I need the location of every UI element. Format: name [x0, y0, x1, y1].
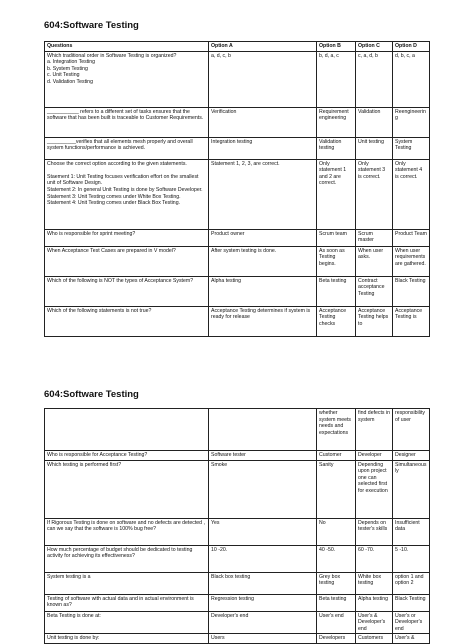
- table-row: [45, 306, 430, 336]
- header-option-a: Option A: [209, 42, 317, 52]
- question-cell: [45, 611, 209, 634]
- option-d-cell: option 1 and option 2: [393, 572, 430, 594]
- questions-table-1: [44, 41, 430, 337]
- question-cell: [45, 545, 209, 572]
- table-body-2: [45, 409, 430, 644]
- table-row: [45, 460, 430, 518]
- question-cell: [45, 594, 209, 611]
- option-c-cell: c, a, d, b: [356, 51, 393, 107]
- option-b-cell: Grey box testing: [317, 572, 356, 594]
- option-a-cell: Users: [209, 634, 317, 644]
- question-line: Staement 1: Unit Testing focuses verification effort on the smallest unit of Software Design.: [47, 173, 199, 187]
- option-c-cell: White box testing: [356, 572, 393, 594]
- option-b-cell: whether system meets needs and expectations: [317, 409, 356, 451]
- question-line: __________verifies that all elements mesh properly and overall system functions/performance is achieved.: [47, 138, 193, 152]
- table-row: [45, 518, 430, 545]
- option-d-cell: responsibility of user: [393, 409, 430, 451]
- question-cell: [45, 276, 209, 306]
- option-c-cell: When user asks.: [356, 246, 393, 276]
- header-option-d: Option D: [393, 42, 430, 52]
- option-b-cell: As soon as Testing begins.: [317, 246, 356, 276]
- option-a-cell: Integration testing: [209, 137, 317, 159]
- question-line: Which of the following is NOT the types of Acceptance System?: [47, 277, 194, 284]
- question-line: Choose the correct option according to the given statements.: [47, 160, 187, 167]
- question-cell: [45, 159, 209, 229]
- option-b-cell: b, d, a, c: [317, 51, 356, 107]
- page-title: 604:Software Testing: [44, 20, 139, 31]
- option-b-cell: Scrum team: [317, 229, 356, 246]
- question-line: [47, 410, 206, 417]
- header-option-b: Option B: [317, 42, 356, 52]
- question-line: Which traditional order in Software Testing is organized?: [47, 52, 177, 59]
- option-d-cell: d, b, c, a: [393, 51, 430, 107]
- option-d-cell: Product Team: [393, 229, 430, 246]
- question-cell: [45, 51, 209, 107]
- option-b-cell: Sanity: [317, 460, 356, 518]
- question-cell: [45, 518, 209, 545]
- table-row: [45, 137, 430, 159]
- question-cell: [45, 137, 209, 159]
- option-a-cell: Developer's end: [209, 611, 317, 634]
- option-a-cell: Software tester: [209, 451, 317, 461]
- table-row: [45, 611, 430, 634]
- question-line: [47, 167, 206, 174]
- question-line: Who is responsible for Acceptance Testing?: [47, 452, 148, 458]
- question-line: a. Integration Testing: [47, 59, 96, 66]
- questions-table-2: [44, 408, 430, 644]
- table-row: [45, 594, 430, 611]
- option-d-cell: Acceptance Testing is: [393, 306, 430, 336]
- option-a-cell: 10 -20.: [209, 545, 317, 572]
- question-cell: [45, 229, 209, 246]
- option-c-cell: Depending upon project one can selected first for execution: [356, 460, 393, 518]
- page-title-2: 604:Software Testing: [44, 389, 139, 400]
- option-a-cell: Verification: [209, 107, 317, 137]
- table-row: [45, 409, 430, 451]
- option-c-cell: Alpha testing: [356, 594, 393, 611]
- option-d-cell: Only statement 4 is correct.: [393, 159, 430, 229]
- question-line: d. Validation Testing: [47, 78, 93, 85]
- option-c-cell: Depends on tester's skills: [356, 518, 393, 545]
- option-d-cell: 5 -10.: [393, 545, 430, 572]
- table-row: [45, 545, 430, 572]
- option-b-cell: Developers: [317, 634, 356, 644]
- option-a-cell: Product owner: [209, 229, 317, 246]
- option-c-cell: Acceptance Testing helps to: [356, 306, 393, 336]
- question-line: Which of the following statements is not true?: [47, 307, 152, 314]
- question-cell: [45, 572, 209, 594]
- table-body-1: [45, 51, 430, 336]
- question-line: Testing of software with actual data and in actual environment is known as?: [47, 595, 194, 609]
- question-line: b. System Testing: [47, 65, 88, 72]
- question-line: Statement 2: In general Unit Testing is done by Software Developer.: [47, 186, 203, 193]
- table-header-row: [45, 42, 430, 52]
- option-a-cell: [209, 409, 317, 451]
- question-cell: [45, 306, 209, 336]
- question-cell: [45, 460, 209, 518]
- table-row: [45, 246, 430, 276]
- option-c-cell: Developer: [356, 451, 393, 461]
- table-row: [45, 276, 430, 306]
- header-questions: Questions: [45, 42, 209, 52]
- option-c-cell: Customers: [356, 634, 393, 644]
- question-line: If Rigorous Testing is done on software and no defects are detected , can we say that the software is 100% bug free?: [47, 519, 205, 533]
- table-row: [45, 51, 430, 107]
- option-c-cell: Contract acceptance Testing: [356, 276, 393, 306]
- question-line: Who is responsible for sprint meeting?: [47, 230, 136, 237]
- question-cell: [45, 107, 209, 137]
- option-a-cell: After system testing is done.: [209, 246, 317, 276]
- question-line: ___________ refers to a different set of tasks ensures that the software that has been built is traceable to Customer Requirements.: [47, 108, 204, 122]
- question-line: System testing is a: [47, 573, 91, 580]
- option-b-cell: Validation testing: [317, 137, 356, 159]
- question-line: c. Unit Testing: [47, 72, 80, 79]
- option-c-cell: Scrum master: [356, 229, 393, 246]
- option-d-cell: Black Testing: [393, 276, 430, 306]
- option-c-cell: Unit testing: [356, 137, 393, 159]
- option-b-cell: Requirement engineering: [317, 107, 356, 137]
- option-a-cell: Yes: [209, 518, 317, 545]
- option-c-cell: 60 -70.: [356, 545, 393, 572]
- option-d-cell: User's &: [393, 634, 430, 644]
- option-c-cell: User's & Developer's end: [356, 611, 393, 634]
- table-row: [45, 229, 430, 246]
- question-line: How much percentage of budget should be dedicated to testing activity for achieving its effectiveness?: [47, 546, 193, 560]
- option-b-cell: User's end: [317, 611, 356, 634]
- option-c-cell: find defects in system: [356, 409, 393, 451]
- table-row: [45, 572, 430, 594]
- option-b-cell: Customer: [317, 451, 356, 461]
- table-row: [45, 451, 430, 461]
- option-b-cell: Only statement 1 and 2 are correct.: [317, 159, 356, 229]
- option-d-cell: Insufficient data: [393, 518, 430, 545]
- option-d-cell: Reengineering: [393, 107, 430, 137]
- question-cell: [45, 451, 209, 461]
- option-b-cell: No: [317, 518, 356, 545]
- option-a-cell: Alpha testing: [209, 276, 317, 306]
- option-d-cell: User's or Developer's end: [393, 611, 430, 634]
- option-b-cell: Acceptance Testing checks: [317, 306, 356, 336]
- option-a-cell: a, d, c, b: [209, 51, 317, 107]
- option-a-cell: Statement 1, 2, 3, are correct.: [209, 159, 317, 229]
- option-a-cell: Black box testing: [209, 572, 317, 594]
- option-a-cell: Smoke: [209, 460, 317, 518]
- table-row: [45, 107, 430, 137]
- option-b-cell: 40 -50.: [317, 545, 356, 572]
- option-d-cell: Simultaneously: [393, 460, 430, 518]
- option-d-cell: System Testing: [393, 137, 430, 159]
- option-b-cell: Beta testing: [317, 276, 356, 306]
- option-a-cell: Regression testing: [209, 594, 317, 611]
- table-row: [45, 159, 430, 229]
- question-line: Which testing is performed first?: [47, 461, 122, 468]
- option-c-cell: Validation: [356, 107, 393, 137]
- question-cell: [45, 246, 209, 276]
- question-line: Statement 4: Unit Testing comes under Black Box Testing.: [47, 200, 181, 207]
- question-line: Statement 3: Unit Testing comes under White Box Testing.: [47, 193, 181, 200]
- option-d-cell: Designer: [393, 451, 430, 461]
- option-c-cell: Only statement 3 is correct.: [356, 159, 393, 229]
- option-a-cell: Acceptance Testing determines if system is ready for release: [209, 306, 317, 336]
- table-row: [45, 634, 430, 644]
- question-line: Beta Testing is done at:: [47, 612, 101, 619]
- question-cell: [45, 634, 209, 644]
- option-d-cell: Black Testing: [393, 594, 430, 611]
- question-line: Unit testing is done by:: [47, 635, 100, 642]
- option-d-cell: When user requirements are gathered.: [393, 246, 430, 276]
- question-cell: [45, 409, 209, 451]
- header-option-c: Option C: [356, 42, 393, 52]
- question-line: When Acceptance Test Cases are prepared in V model?: [47, 247, 176, 254]
- option-b-cell: Beta testing: [317, 594, 356, 611]
